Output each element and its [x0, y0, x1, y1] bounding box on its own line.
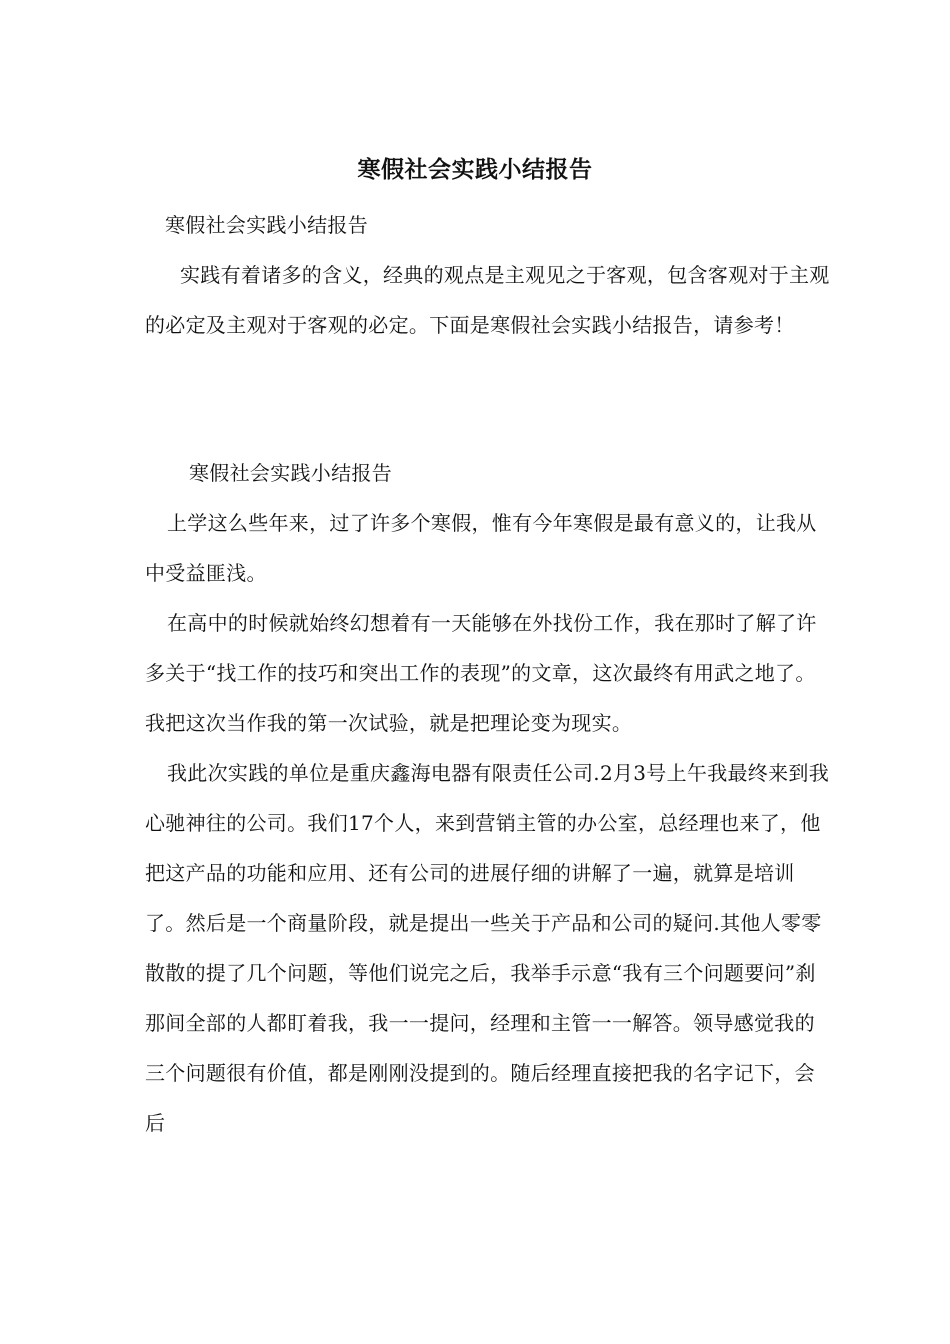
section-title: 寒假社会实践小结报告 [189, 461, 392, 485]
paragraph-2: 在高中的时候就始终幻想着有一天能够在外找份工作，我在那时了解了许多关于“找工作的技巧和突出工作的表现”的文章，这次最终有用武之地了。我把这次当作我的第一次试验，就是把理论变为现实。 [145, 611, 817, 735]
paragraph-1: 上学这么些年来，过了许多个寒假，惟有今年寒假是最有意义的，让我从中受益匪浅。 [145, 511, 817, 585]
document-subtitle: 寒假社会实践小结报告 [165, 213, 368, 237]
document-title: 寒假社会实践小结报告 [357, 156, 593, 183]
paragraph-3: 我此次实践的单位是重庆鑫海电器有限责任公司.2月3号上午我最终来到我心驰神往的公司。我们17个人，来到营销主管的办公室，总经理也来了，他把这产品的功能和应用、还有公司的进展仔细的讲解了一遍，就算是培训了。然后是一个商量阶段，就是提出一些关于产品和公司的疑问.其他人零零散散的提了几个问题，等他们说完之后，我举手示意“我有三个问题要问”刹那间全部的人都盯着我，我一一提问，经理和主管一一解答。领导感觉我的三个问题很有价值，都是刚刚没提到的。随后经理直接把我的名字记下，会后 [145, 761, 830, 1135]
intro-paragraph: 实践有着诸多的含义，经典的观点是主观见之于客观，包含客观对于主观的必定及主观对于客观的必定。下面是寒假社会实践小结报告，请参考！ [145, 263, 830, 337]
main-body [145, 498, 835, 1148]
